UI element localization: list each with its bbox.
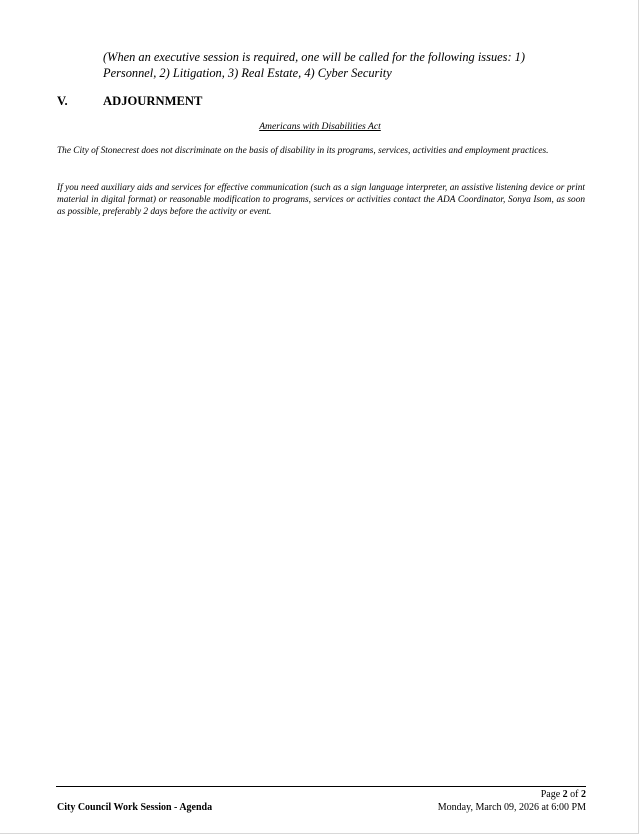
page-number	[541, 789, 586, 801]
section-number: V.	[57, 94, 68, 108]
executive-session-note: (When an executive session is required, one will be called for the following issues: 1) Personnel, 2) Litigation, 3) Real Estate, 4) Cyber Security	[103, 50, 526, 80]
page-total: 2	[581, 789, 586, 800]
ada-nondiscrimination-paragraph: The City of Stonecrest does not discriminate on the basis of disability in its programs, services, activities and employment practices.	[57, 146, 549, 156]
page-label: Page	[540, 789, 561, 800]
footer-divider	[56, 786, 586, 787]
ada-heading: Americans with Disabilities Act	[259, 121, 381, 132]
page-current: 2	[562, 789, 568, 800]
footer-document-title: City Council Work Session - Agenda	[57, 802, 213, 813]
section-title: ADJOURNMENT	[103, 94, 203, 108]
page-of: of	[570, 789, 579, 800]
ada-accommodation-paragraph: If you need auxiliary aids and services for effective communication (such as a sign language interpreter, an assistive listening device or print material in digital format) or reasonable modification to programs, services or activities contact the ADA Coordinator, Sonya Isom, as soon as possible, preferably 2 days before the activity or event.	[57, 183, 585, 217]
footer-meeting-datetime: Monday, March 09, 2026 at 6:00 PM	[437, 802, 586, 813]
